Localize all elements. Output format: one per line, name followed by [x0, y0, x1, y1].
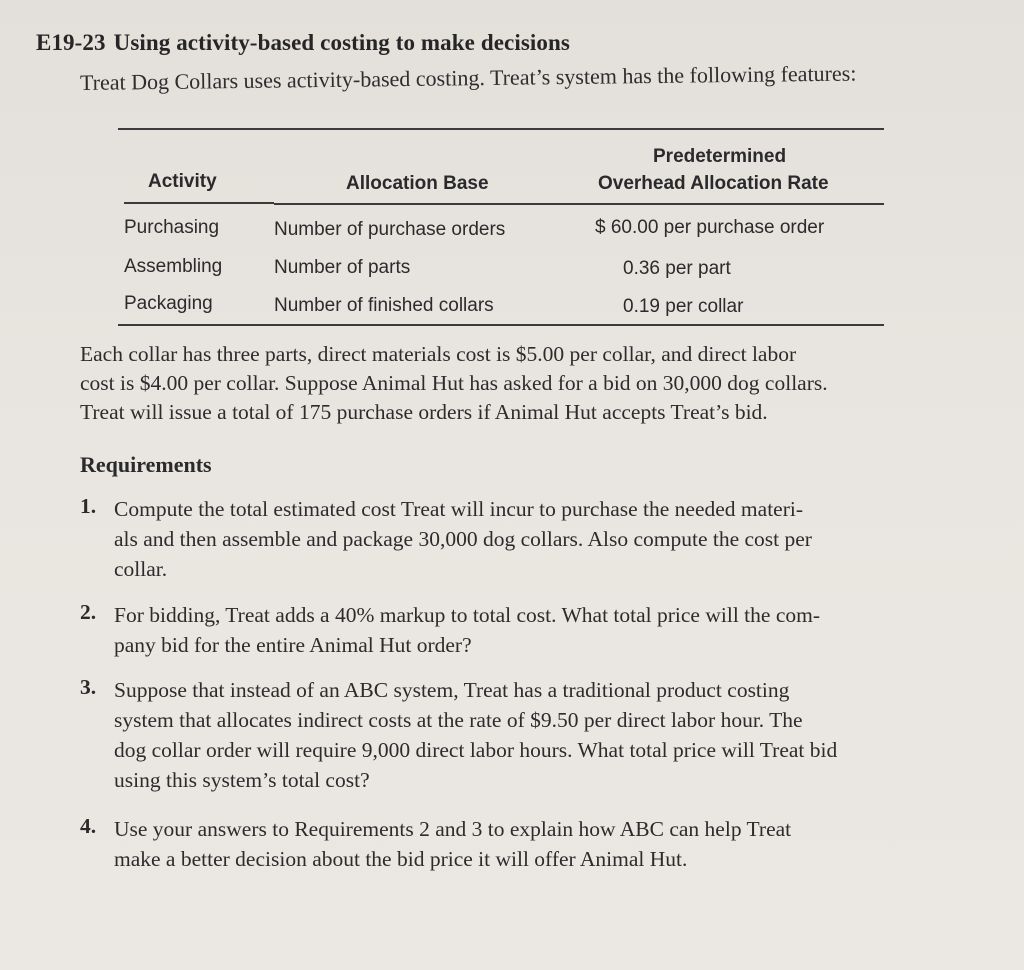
requirement-number: 1. [80, 494, 97, 518]
requirement-line: Compute the total estimated cost Treat will incur to purchase the needed materi- [114, 497, 804, 521]
paragraph-line: cost is $4.00 per collar. Suppose Animal Hut has asked for a bid on 30,000 dog collars. [80, 371, 828, 395]
row-rate: 0.19 per collar [623, 296, 744, 317]
exercise-intro: Treat Dog Collars uses activity-based costing. Treat’s system has the following features: [79, 60, 857, 95]
requirement-4-text [114, 814, 974, 874]
requirement-1-text [114, 494, 984, 584]
exercise-heading: Using activity-based costing to make decisions [113, 30, 570, 55]
header-activity: Activity [148, 171, 217, 192]
requirement-line: using this system’s total cost? [114, 768, 370, 792]
row-base: Number of parts [274, 257, 411, 278]
requirement-3-text [114, 675, 1004, 795]
requirement-line: make a better decision about the bid price it will offer Animal Hut. [114, 847, 688, 871]
requirement-line: Suppose that instead of an ABC system, Treat has a traditional product costing [114, 678, 790, 702]
row-rate: $ 60.00 per purchase order [595, 217, 825, 238]
requirement-number: 4. [80, 814, 97, 838]
header-allocation-base: Allocation Base [346, 173, 489, 194]
row-activity: Purchasing [124, 217, 220, 238]
row-activity: Packaging [124, 293, 213, 314]
paragraph-line: Treat will issue a total of 175 purchase orders if Animal Hut accepts Treat’s bid. [80, 400, 768, 424]
requirement-line: collar. [114, 557, 168, 581]
requirement-line: system that allocates indirect costs at the rate of $9.50 per direct labor hour. The [114, 708, 803, 732]
header-rate-line1: Predetermined [653, 146, 787, 167]
requirement-line: als and then assemble and package 30,000 dog collars. Also compute the cost per [114, 527, 812, 551]
requirement-line: dog collar order will require 9,000 direct labor hours. What total price will Treat bid [114, 738, 838, 762]
requirement-number: 2. [80, 600, 97, 624]
exercise-number: E19-23 [36, 30, 106, 55]
requirement-number: 3. [80, 675, 97, 699]
requirement-2-text [114, 600, 994, 660]
row-base: Number of finished collars [274, 295, 494, 316]
requirement-line: Use your answers to Requirements 2 and 3 to explain how ABC can help Treat [114, 817, 792, 841]
requirements-heading: Requirements [80, 452, 212, 477]
requirement-line: pany bid for the entire Animal Hut order? [114, 633, 472, 657]
requirement-line: For bidding, Treat adds a 40% markup to total cost. What total price will the com- [114, 603, 820, 627]
paragraph-line: Each collar has three parts, direct materials cost is $5.00 per collar, and direct labor [80, 342, 797, 366]
row-rate: 0.36 per part [623, 258, 731, 279]
row-base: Number of purchase orders [274, 219, 506, 240]
row-activity: Assembling [124, 256, 223, 277]
header-rate-line2: Overhead Allocation Rate [598, 173, 829, 194]
